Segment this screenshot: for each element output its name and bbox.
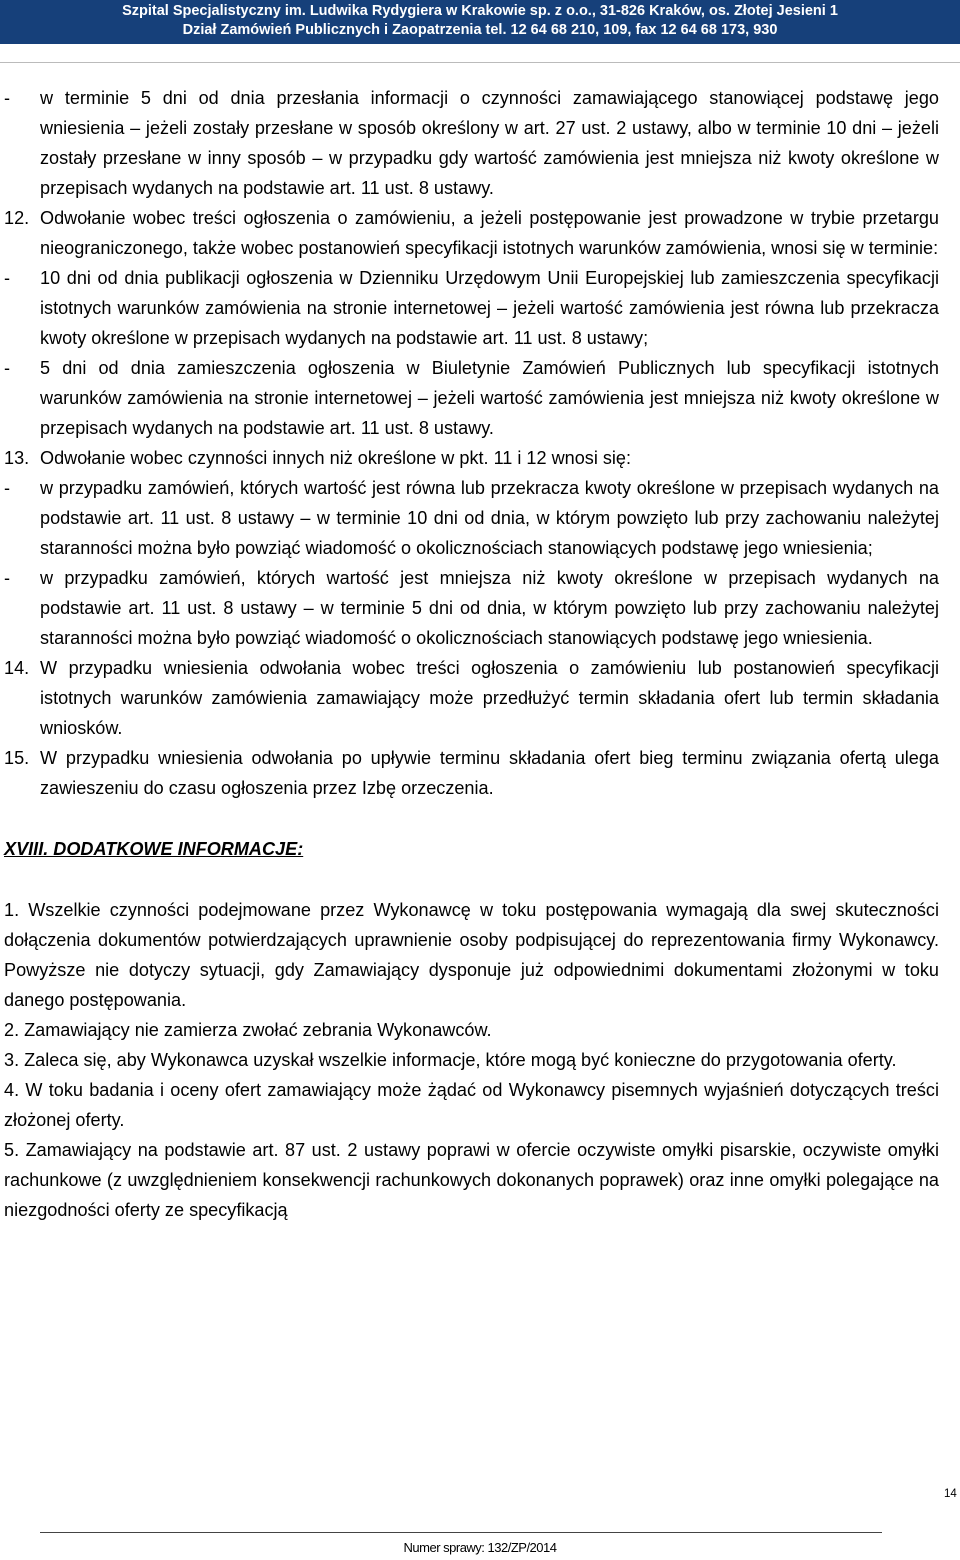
item-14 xyxy=(4,653,939,743)
item-13 xyxy=(4,443,939,473)
page-number: 14 xyxy=(944,1488,957,1500)
item-13-bullet-1 xyxy=(4,473,939,563)
footer-divider xyxy=(40,1532,882,1533)
header-address: Szpital Specjalistyczny im. Ludwika Rydygiera w Krakowie sp. z o.o., 31-826 Kraków, os. Złotej Jesieni 1 xyxy=(122,3,838,19)
item-text: W przypadku wniesienia odwołania wobec treści ogłoszenia o zamówieniu lub postanowień specyfikacji istotnych warunków zamówienia zamawiający może przedłużyć termin składania ofert lub termin składania wniosków. xyxy=(40,658,939,738)
bullet-text: 5 dni od dnia zamieszczenia ogłoszenia w Biuletynie Zamówień Publicznych lub specyfikacji istotnych warunków zamówienia na stronie internetowej – jeżeli wartość zamówienia jest mniejsza niż kwoty określone w przepisach wydanych na podstawie art. 11 ust. 8 ustawy. xyxy=(40,358,939,438)
bullet-text: 10 dni od dnia publikacji ogłoszenia w Dzienniku Urzędowym Unii Europejskiej lub zamieszczenia specyfikacji istotnych warunków zamówienia na stronie internetowej – jeżeli wartość zamówienia jest równa lub przekracza kwoty określone w przepisach wydanych na podstawie art. 11 ust. 8 ustawy; xyxy=(40,268,939,348)
item-number: 14. xyxy=(4,658,30,678)
bullet-text: w terminie 5 dni od dnia przesłania informacji o czynności zamawiającego stanowiącej podstawę jego wniesienia – jeżeli zostały przesłane w sposób określony w art. 27 ust. 2 ustawy, albo w terminie 10 dni – jeżeli zostały przesłane w inny sposób – w przypadku gdy wartość zamówienia jest mniejsza niż kwoty określone w przepisach wydanych na podstawie art. 11 ust. 8 ustawy. xyxy=(40,88,939,198)
case-number: Numer sprawy: 132/ZP/2014 xyxy=(403,1540,557,1555)
bullet-text: w przypadku zamówień, których wartość jest mniejsza niż kwoty określone w przepisach wydanych na podstawie art. 11 ust. 8 ustawy – w terminie 5 dni od dnia, w którym powzięto lub przy zachowaniu należytej staranności można było powziąć wiadomość o okolicznościach stanowiących podstawę jego wniesienia. xyxy=(40,568,939,648)
bullet-text: w przypadku zamówień, których wartość jest równa lub przekracza kwoty określone w przepisach wydanych na podstawie art. 11 ust. 8 ustawy – w terminie 10 dni od dnia, w którym powzięto lub przy zachowaniu należytej staranności można było powziąć wiadomość o okolicznościach stanowiących podstawę jego wniesienia; xyxy=(40,478,939,558)
item-text: W przypadku wniesienia odwołania po upływie terminu składania ofert bieg terminu związania ofertą ulega zawieszeniu do czasu ogłoszenia przez Izbę orzeczenia. xyxy=(40,748,939,798)
bullet-marker: - xyxy=(4,88,11,108)
bullet-marker: - xyxy=(4,568,11,588)
info-item-2: 2. Zamawiający nie zamierza zwołać zebrania Wykonawców. xyxy=(4,1020,492,1040)
item-text: Odwołanie wobec treści ogłoszenia o zamówieniu, a jeżeli postępowanie jest prowadzone w trybie przetargu nieograniczonego, także wobec postanowień specyfikacji istotnych warunków zamówienia, wnosi się w terminie: xyxy=(40,208,939,258)
item-number: 15. xyxy=(4,748,30,768)
header-department: Dział Zamówień Publicznych i Zaopatrzenia tel. 12 64 68 210, 109, fax 12 64 68 173, 930 xyxy=(182,22,778,38)
info-item-4: 4. W toku badania i oceny ofert zamawiający może żądać od Wykonawcy pisemnych wyjaśnień dotyczących treści złożonej oferty. xyxy=(4,1080,939,1130)
section-title: XVIII. DODATKOWE INFORMACJE: xyxy=(4,839,304,859)
info-item-3: 3. Zaleca się, aby Wykonawca uzyskał wszelkie informacje, które mogą być konieczne do przygotowania oferty. xyxy=(4,1050,897,1070)
item-15 xyxy=(4,743,939,803)
item-12 xyxy=(4,203,939,263)
intro-bullet xyxy=(4,83,939,203)
bullet-marker: - xyxy=(4,478,11,498)
item-text: Odwołanie wobec czynności innych niż określone w pkt. 11 i 12 wnosi się: xyxy=(40,448,632,468)
document-body xyxy=(4,83,939,1225)
info-item-5: 5. Zamawiający na podstawie art. 87 ust. 2 ustawy poprawi w ofercie oczywiste omyłki pisarskie, oczywiste omyłki rachunkowe (z uwzględnieniem konsekwencji rachunkowych dokonanych poprawek) oraz inne omyłki polegające na niezgodności oferty ze specyfikacją xyxy=(4,1140,939,1220)
header-divider xyxy=(0,62,960,63)
item-13-bullet-2 xyxy=(4,563,939,653)
item-number: 13. xyxy=(4,448,30,468)
info-item-1: 1. Wszelkie czynności podejmowane przez Wykonawcę w toku postępowania wymagają dla swej skuteczności dołączenia dokumentów potwierdzających uprawnienie osoby podpisującej do reprezentowania firmy Wykonawcy. Powyższe nie dotyczy sytuacji, gdy Zamawiający dysponuje już odpowiednimi dokumentami złożonymi w toku danego postępowania. xyxy=(4,900,939,1010)
bullet-marker: - xyxy=(4,268,11,288)
page-header xyxy=(0,0,960,44)
bullet-marker: - xyxy=(4,358,11,378)
item-12-bullet-2 xyxy=(4,353,939,443)
item-12-bullet-1 xyxy=(4,263,939,353)
item-number: 12. xyxy=(4,208,30,228)
